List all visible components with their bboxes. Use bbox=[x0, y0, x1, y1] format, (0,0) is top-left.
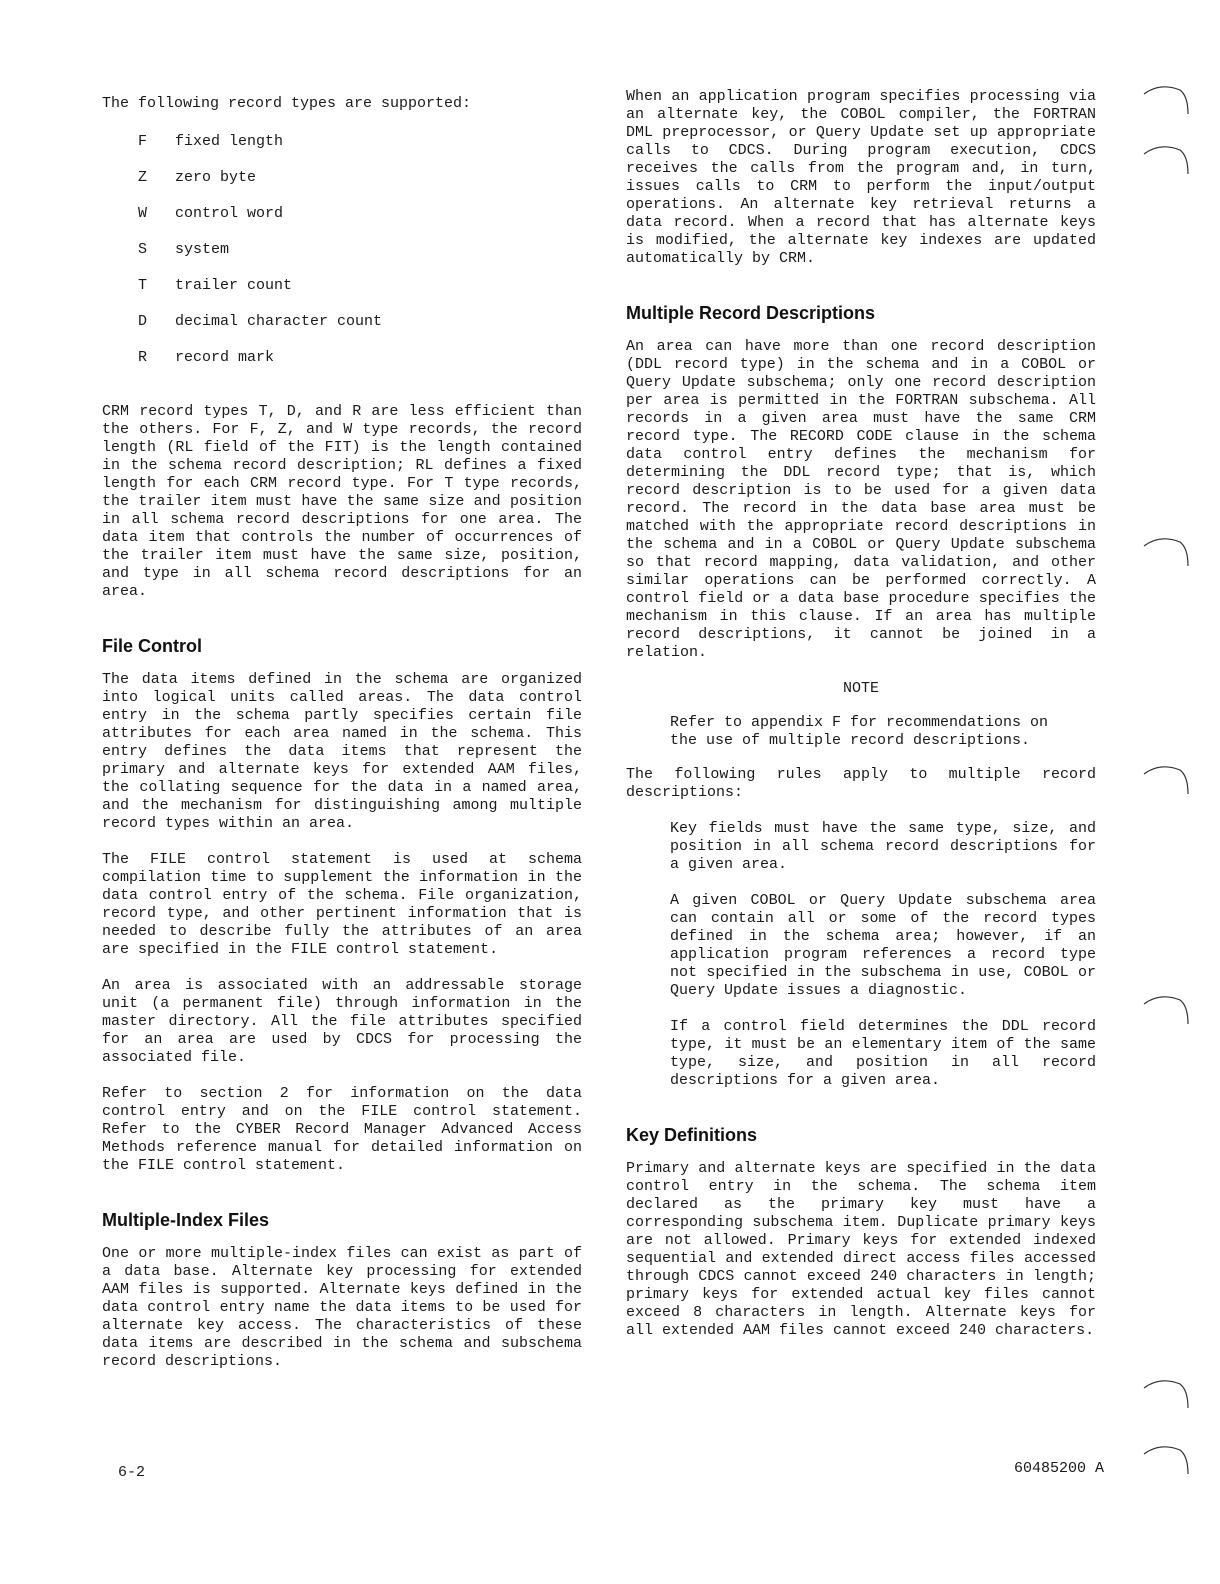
record-type-code: Z bbox=[138, 169, 148, 186]
record-type-name: fixed length bbox=[175, 133, 284, 150]
multiple-record-heading: Multiple Record Descriptions bbox=[626, 303, 876, 323]
rules-list bbox=[670, 820, 1096, 1090]
key-definitions-paragraph: Primary and alternate keys are specified in the data control entry in the schema. The schema item declared as the primary key must have a corresponding subschema item. Duplicate primary keys are not allowed. Primary keys for extended indexed sequential and extended direct access files accessed through CDCS cannot exceed 240 characters in length; primary keys for extended actual key files cannot exceed 8 characters in length. Alternate keys for all extended AAM files cannot exceed 240 characters. bbox=[626, 1160, 1096, 1339]
multiple-index-paragraph: One or more multiple-index files can exist as part of a data base. Alternate key processing for extended AAM files is supported. Alternate keys defined in the data control entry name the data items to be used for alternate key access. The characteristics of these data items are described in the schema and subschema record descriptions. bbox=[102, 1245, 582, 1370]
list-item bbox=[138, 349, 582, 385]
file-control-paragraph: The data items defined in the schema are organized into logical units called areas. The data control entry in the schema partly specifies certain file attributes for each area named in the schema. This entry defines the data items that represent the primary and alternate keys for extended AAM files, the collating sequence for the data in a named area, and the mechanism for distinguishing among multiple record types within an area. bbox=[102, 671, 582, 832]
note-body: Refer to appendix F for recommendations on the use of multiple record descriptions. bbox=[670, 714, 1049, 749]
list-item bbox=[138, 133, 582, 169]
list-item bbox=[138, 277, 582, 313]
list-item: A given COBOL or Query Update subschema area can contain all or some of the record types defined in the schema area; however, if an application program references a record type not specified in the subschema in use, COBOL or Query Update issues a diagnostic. bbox=[670, 892, 1096, 999]
record-type-code: F bbox=[138, 133, 148, 150]
multiple-index-heading: Multiple-Index Files bbox=[102, 1210, 270, 1230]
list-item: If a control field determines the DDL record type, it must be an elementary item of the same type, size, and position in all record descriptions for a given area. bbox=[670, 1018, 1096, 1089]
page-number: 6-2 bbox=[118, 1464, 146, 1481]
record-type-code: T bbox=[138, 277, 148, 294]
record-type-code: D bbox=[138, 313, 148, 330]
record-type-code: W bbox=[138, 205, 148, 222]
file-control-paragraph: An area is associated with an addressable storage unit (a permanent file) through information in the master directory. All the file attributes specified for an area are used by CDCS for processing the associated file. bbox=[102, 977, 582, 1066]
punch-hole-mark-icon bbox=[1140, 532, 1192, 572]
punch-hole-mark-icon bbox=[1140, 1374, 1192, 1414]
multiple-record-paragraph: An area can have more than one record description (DDL record type) in the schema and in a COBOL or Query Update subschema; only one record description per area is permitted in the FORTRAN subschema. All records in a given area must have the same CRM record type. The RECORD CODE clause in the schema data control entry defines the mechanism for determining the DDL record type; that is, which record description is to be used for a given data record. The record in the data base area must be matched with the appropriate record descriptions in the schema and in a COBOL or Query Update subschema so that record mapping, data validation, and other similar operations can be performed correctly. A control field or a data base procedure specifies the mechanism in this clause. If an area has multiple record descriptions, it cannot be joined in a relation. bbox=[626, 338, 1096, 661]
punch-hole-mark-icon bbox=[1140, 990, 1192, 1030]
record-type-name: zero byte bbox=[175, 169, 257, 186]
file-control-paragraph: Refer to section 2 for information on the data control entry and on the FILE control statement. Refer to the CYBER Record Manager Advanced Access Methods reference manual for detailed information on the FILE control statement. bbox=[102, 1085, 582, 1174]
right-column bbox=[626, 88, 1096, 1358]
key-definitions-heading: Key Definitions bbox=[626, 1125, 758, 1145]
punch-hole-mark-icon bbox=[1140, 80, 1192, 120]
list-item bbox=[138, 169, 582, 205]
rules-intro: The following rules apply to multiple record descriptions: bbox=[626, 766, 1096, 801]
list-item bbox=[138, 205, 582, 241]
note-title: NOTE bbox=[842, 680, 879, 697]
record-type-code: R bbox=[138, 349, 148, 366]
punch-hole-mark-icon bbox=[1140, 760, 1192, 800]
record-type-name: record mark bbox=[175, 349, 275, 366]
record-type-name: decimal character count bbox=[175, 313, 383, 330]
list-item bbox=[138, 241, 582, 277]
record-types-intro: The following record types are supported: bbox=[102, 95, 472, 112]
document-number: 60485200 A bbox=[1014, 1460, 1105, 1477]
record-type-name: trailer count bbox=[175, 277, 293, 294]
file-control-heading: File Control bbox=[102, 636, 202, 656]
crm-record-types-paragraph: CRM record types T, D, and R are less efficient than the others. For F, Z, and W type records, the record length (RL field of the FIT) is the length contained in the schema record description; RL defines a fixed length for each CRM record type. For T type records, the trailer item must have the same size and position in all schema record descriptions for one area. The data item that controls the number of occurrences of the trailer item must have the same size, position, and type in all schema record descriptions for an area. bbox=[102, 403, 582, 600]
record-type-code: S bbox=[138, 241, 148, 258]
list-item bbox=[138, 313, 582, 349]
file-control-paragraph: The FILE control statement is used at schema compilation time to supplement the information in the data control entry of the schema. File organization, record type, and other pertinent information that is needed to describe fully the attributes of an area are specified in the FILE control statement. bbox=[102, 851, 582, 958]
punch-hole-mark-icon bbox=[1140, 140, 1192, 180]
record-type-name: control word bbox=[175, 205, 284, 222]
alternate-key-paragraph: When an application program specifies processing via an alternate key, the COBOL compiler, the FORTRAN DML preprocessor, or Query Update set up appropriate calls to CDCS. During program execution, CDCS receives the calls from the program and, in turn, issues calls to CRM to perform the input/output operations. An alternate key retrieval returns a data record. When a record that has alternate keys is modified, the alternate key indexes are updated automatically by CRM. bbox=[626, 88, 1096, 267]
record-type-name: system bbox=[175, 241, 230, 258]
record-type-list bbox=[138, 133, 582, 385]
list-item: Key fields must have the same type, size, and position in all schema record descriptions for a given area. bbox=[670, 820, 1096, 873]
punch-hole-mark-icon bbox=[1140, 1440, 1192, 1480]
left-column bbox=[102, 95, 582, 1389]
